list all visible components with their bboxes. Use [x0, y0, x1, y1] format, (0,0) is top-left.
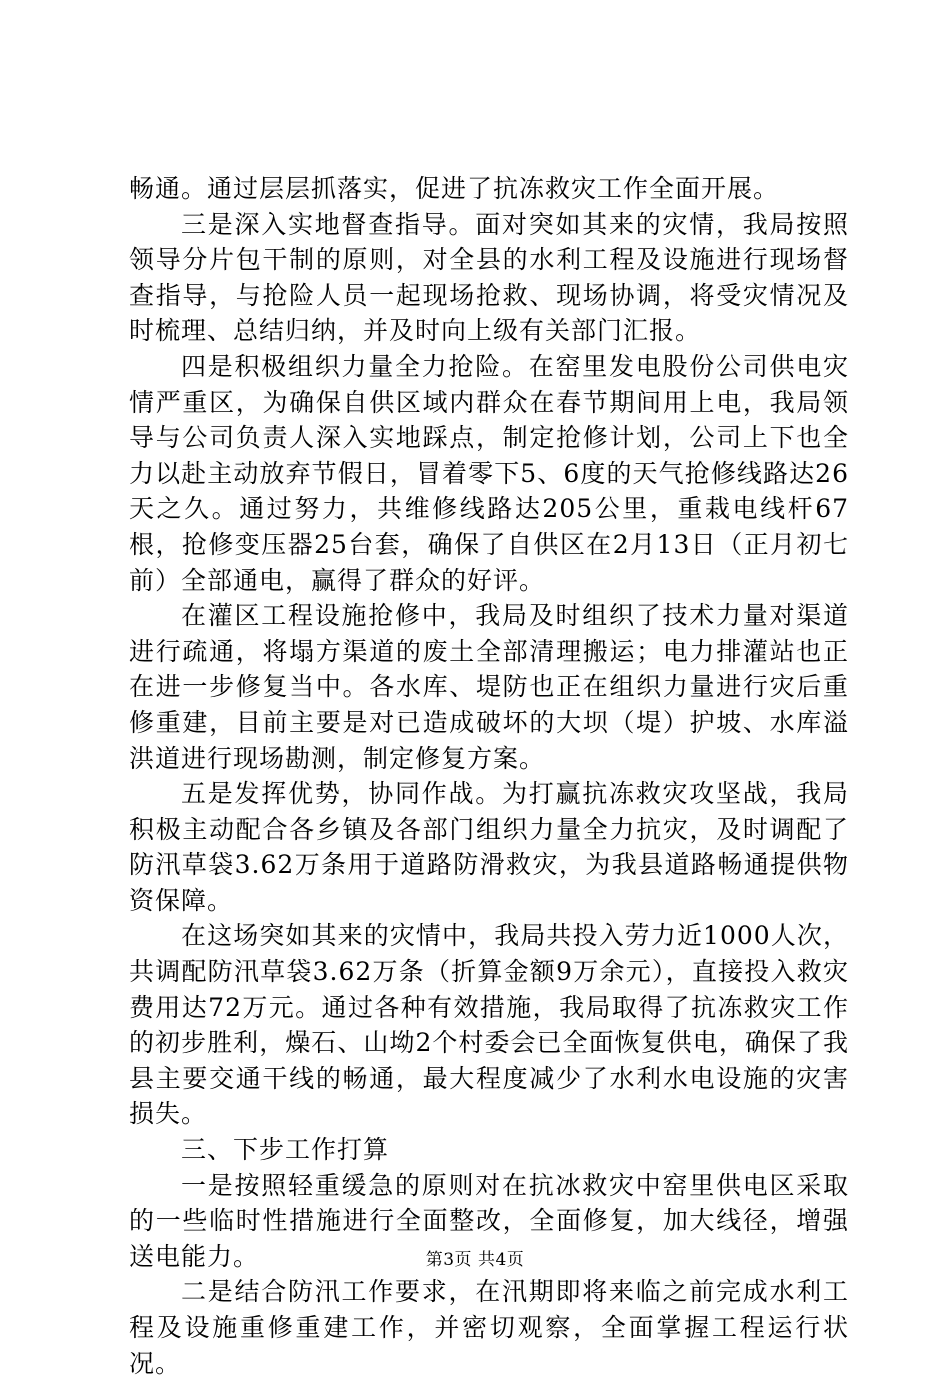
page-number-footer: 第3页 共4页 — [425, 1250, 525, 1270]
paragraph-plan-one: 一是按照轻重缓急的原则对在抗冰救灾中窑里供电区采取的一些临时性措施进行全面整改，全面修复，加大线径，增强送电能力。 — [129, 1170, 849, 1271]
paragraph-plan-two: 二是结合防汛工作要求，在汛期即将来临之前完成水利工程及设施重修重建工作，并密切观察，全面掌握工程运行状况。 — [129, 1277, 849, 1378]
paragraph-inspection: 三是深入实地督查指导。面对突如其来的灾情，我局按照领导分片包干制的原则，对全县的水利工程及设施进行现场督查指导，与抢险人员一起现场抢救、现场协调，将受灾情况及时梳理、总结归纳，并及时向上级有关部门汇报。 — [129, 209, 849, 346]
paragraph-emergency-repair: 四是积极组织力量全力抢险。在窑里发电股份公司供电灾情严重区，为确保自供区域内群众在春节期间用上电，我局领导与公司负责人深入实地踩点，制定抢修计划，公司上下也全力以赴主动放弃节假日，冒着零下5、6度的天气抢修线路达26天之久。通过努力，共维修线路达205公里，重栽电线杆67根，抢修变压器25台套，确保了自供区在2月13日（正月初七前）全部通电，赢得了群众的好评。 — [129, 351, 849, 595]
paragraph-continuation: 畅通。通过层层抓落实，促进了抗冻救灾工作全面开展。 — [129, 174, 780, 203]
paragraph-summary: 在这场突如其来的灾情中，我局共投入劳力近1000人次，共调配防汛草袋3.62万条（折算金额9万余元），直接投入救灾费用达72万元。通过各种有效措施，我局取得了抗冻救灾工作的初步胜利，燥石、山坳2个村委会已全面恢复供电，确保了我县主要交通干线的畅通，最大程度减少了水利水电设施的灾害损失。 — [129, 921, 849, 1129]
document-body — [129, 171, 849, 1381]
paragraph-irrigation-repair: 在灌区工程设施抢修中，我局及时组织了技术力量对渠道进行疏通，将塌方渠道的废土全部清理搬运；电力排灌站也正在进一步修复当中。各水库、堤防也正在组织力量进行灾后重修重建，目前主要是对已造成破坏的大坝（堤）护坡、水库溢洪道进行现场勘测，制定修复方案。 — [129, 601, 849, 773]
paragraph-coordination: 五是发挥优势，协同作战。为打赢抗冻救灾攻坚战，我局积极主动配合各乡镇及各部门组织力量全力抗灾，及时调配了防汛草袋3.62万条用于道路防滑救灾，为我县道路畅通提供物资保障。 — [129, 779, 849, 915]
section-heading-next-steps: 三、下步工作打算 — [181, 1135, 390, 1165]
